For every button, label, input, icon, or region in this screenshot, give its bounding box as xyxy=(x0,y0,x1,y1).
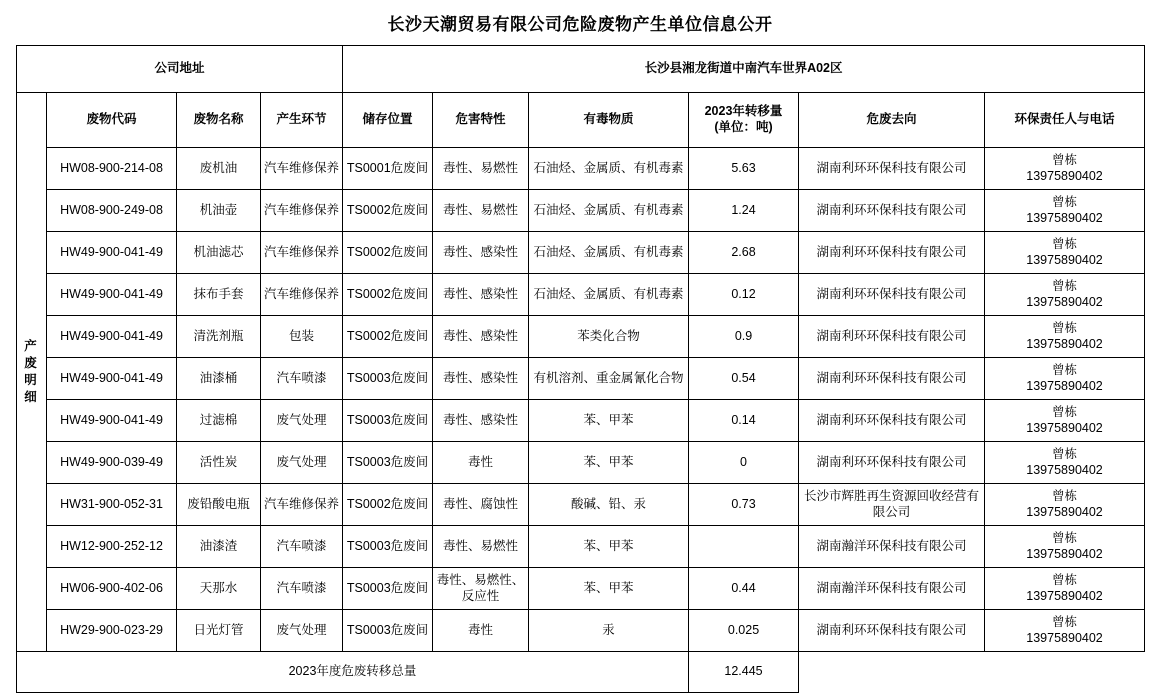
column-header-amount xyxy=(689,93,799,148)
cell-code: HW08-900-214-08 xyxy=(47,148,177,190)
cell-amount: 0 xyxy=(689,442,799,484)
cell-destination: 湖南利环环保科技有限公司 xyxy=(799,316,985,358)
total-value: 12.445 xyxy=(689,652,799,693)
cell-location: TS0003危废间 xyxy=(343,400,433,442)
cell-code: HW49-900-041-49 xyxy=(47,274,177,316)
cell-responsible-person: 曾栋 xyxy=(1052,446,1078,461)
page-title: 长沙天潮贸易有限公司危险废物产生单位信息公开 xyxy=(387,15,773,34)
cell-hazard: 毒性、感染性 xyxy=(433,316,529,358)
cell-responsible-phone: 13975890402 xyxy=(1026,504,1103,519)
cell-amount: 5.63 xyxy=(689,148,799,190)
table-row xyxy=(17,442,1145,484)
cell-stage: 汽车喷漆 xyxy=(261,358,343,400)
cell-destination: 湖南瀚洋环保科技有限公司 xyxy=(799,526,985,568)
cell-destination: 湖南瀚洋环保科技有限公司 xyxy=(799,568,985,610)
cell-toxic: 酸碱、铅、汞 xyxy=(529,484,689,526)
column-header-toxic: 有毒物质 xyxy=(529,93,689,148)
table-row xyxy=(17,148,1145,190)
cell-name: 天那水 xyxy=(177,568,261,610)
cell-location: TS0003危废间 xyxy=(343,568,433,610)
cell-location: TS0002危废间 xyxy=(343,484,433,526)
cell-stage: 废气处理 xyxy=(261,442,343,484)
waste-disclosure-table xyxy=(16,45,1145,693)
cell-stage: 汽车维修保养 xyxy=(261,274,343,316)
cell-destination: 湖南利环环保科技有限公司 xyxy=(799,190,985,232)
cell-location: TS0003危废间 xyxy=(343,442,433,484)
cell-name: 机油壶 xyxy=(177,190,261,232)
column-header-name: 废物名称 xyxy=(177,93,261,148)
section-label-produced-waste: 产 废 明 细 xyxy=(17,93,47,652)
cell-code: HW08-900-249-08 xyxy=(47,190,177,232)
cell-code: HW31-900-052-31 xyxy=(47,484,177,526)
cell-name: 活性炭 xyxy=(177,442,261,484)
cell-name: 清洗剂瓶 xyxy=(177,316,261,358)
cell-hazard: 毒性、腐蚀性 xyxy=(433,484,529,526)
cell-amount: 0.54 xyxy=(689,358,799,400)
cell-hazard: 毒性、感染性 xyxy=(433,232,529,274)
cell-toxic: 汞 xyxy=(529,610,689,652)
cell-toxic: 苯、甲苯 xyxy=(529,526,689,568)
cell-location: TS0003危废间 xyxy=(343,358,433,400)
column-header-destination: 危废去向 xyxy=(799,93,985,148)
address-value: 长沙县湘龙街道中南汽车世界A02区 xyxy=(343,46,1145,93)
cell-responsible-person: 曾栋 xyxy=(1052,572,1078,587)
cell-code: HW49-900-041-49 xyxy=(47,232,177,274)
cell-amount: 0.44 xyxy=(689,568,799,610)
cell-destination: 湖南利环环保科技有限公司 xyxy=(799,232,985,274)
cell-stage: 汽车维修保养 xyxy=(261,190,343,232)
cell-hazard: 毒性、感染性 xyxy=(433,274,529,316)
cell-hazard: 毒性、易燃性 xyxy=(433,526,529,568)
column-header-amount-line1: 2023年转移量 xyxy=(704,104,783,119)
cell-amount: 0.14 xyxy=(689,400,799,442)
cell-responsible-person: 曾栋 xyxy=(1052,362,1078,377)
cell-destination: 湖南利环环保科技有限公司 xyxy=(799,274,985,316)
cell-hazard: 毒性、易燃性、反应性 xyxy=(433,568,529,610)
cell-name: 抹布手套 xyxy=(177,274,261,316)
cell-name: 废机油 xyxy=(177,148,261,190)
cell-responsible xyxy=(985,190,1145,232)
cell-code: HW49-900-041-49 xyxy=(47,316,177,358)
cell-responsible xyxy=(985,568,1145,610)
cell-code: HW49-900-041-49 xyxy=(47,400,177,442)
cell-code: HW29-900-023-29 xyxy=(47,610,177,652)
cell-responsible xyxy=(985,610,1145,652)
cell-hazard: 毒性 xyxy=(433,442,529,484)
cell-code: HW49-900-039-49 xyxy=(47,442,177,484)
cell-responsible-person: 曾栋 xyxy=(1052,236,1078,251)
column-header-responsible: 环保责任人与电话 xyxy=(985,93,1145,148)
table-row xyxy=(17,232,1145,274)
cell-responsible-phone: 13975890402 xyxy=(1026,378,1103,393)
cell-stage: 汽车喷漆 xyxy=(261,568,343,610)
cell-name: 废铅酸电瓶 xyxy=(177,484,261,526)
cell-toxic: 苯、甲苯 xyxy=(529,400,689,442)
cell-responsible xyxy=(985,442,1145,484)
cell-responsible xyxy=(985,232,1145,274)
cell-toxic: 石油烃、金属质、有机毒素 xyxy=(529,232,689,274)
cell-toxic: 苯、甲苯 xyxy=(529,568,689,610)
cell-code: HW12-900-252-12 xyxy=(47,526,177,568)
column-header-amount-line2: (单位：吨) xyxy=(714,120,773,134)
cell-stage: 包装 xyxy=(261,316,343,358)
cell-name: 油漆桶 xyxy=(177,358,261,400)
cell-toxic: 苯、甲苯 xyxy=(529,442,689,484)
cell-stage: 汽车维修保养 xyxy=(261,484,343,526)
cell-location: TS0002危废间 xyxy=(343,316,433,358)
table-row xyxy=(17,190,1145,232)
table-header-row xyxy=(17,93,1145,148)
cell-code: HW06-900-402-06 xyxy=(47,568,177,610)
column-header-stage: 产生环节 xyxy=(261,93,343,148)
cell-hazard: 毒性、易燃性 xyxy=(433,190,529,232)
cell-name: 日光灯管 xyxy=(177,610,261,652)
cell-responsible-phone: 13975890402 xyxy=(1026,168,1103,183)
cell-location: TS0001危废间 xyxy=(343,148,433,190)
cell-amount: 0.9 xyxy=(689,316,799,358)
cell-responsible xyxy=(985,526,1145,568)
cell-responsible-phone: 13975890402 xyxy=(1026,462,1103,477)
cell-responsible-person: 曾栋 xyxy=(1052,530,1078,545)
cell-toxic: 有机溶剂、重金属氰化合物 xyxy=(529,358,689,400)
table-row xyxy=(17,526,1145,568)
cell-location: TS0003危废间 xyxy=(343,610,433,652)
cell-responsible-phone: 13975890402 xyxy=(1026,252,1103,267)
cell-name: 过滤棉 xyxy=(177,400,261,442)
column-header-hazard: 危害特性 xyxy=(433,93,529,148)
cell-responsible-phone: 13975890402 xyxy=(1026,210,1103,225)
cell-location: TS0002危废间 xyxy=(343,232,433,274)
cell-responsible-phone: 13975890402 xyxy=(1026,294,1103,309)
cell-responsible-person: 曾栋 xyxy=(1052,488,1078,503)
cell-responsible xyxy=(985,274,1145,316)
cell-hazard: 毒性、易燃性 xyxy=(433,148,529,190)
cell-toxic: 苯类化合物 xyxy=(529,316,689,358)
total-label: 2023年度危废转移总量 xyxy=(17,652,689,693)
cell-toxic: 石油烃、金属质、有机毒素 xyxy=(529,274,689,316)
cell-destination: 湖南利环环保科技有限公司 xyxy=(799,400,985,442)
cell-destination: 湖南利环环保科技有限公司 xyxy=(799,148,985,190)
cell-responsible xyxy=(985,484,1145,526)
cell-location: TS0003危废间 xyxy=(343,526,433,568)
table-row xyxy=(17,610,1145,652)
cell-responsible-person: 曾栋 xyxy=(1052,320,1078,335)
cell-stage: 废气处理 xyxy=(261,610,343,652)
cell-responsible xyxy=(985,358,1145,400)
cell-destination: 湖南利环环保科技有限公司 xyxy=(799,610,985,652)
cell-amount: 1.24 xyxy=(689,190,799,232)
cell-responsible-phone: 13975890402 xyxy=(1026,588,1103,603)
cell-responsible-phone: 13975890402 xyxy=(1026,630,1103,645)
cell-stage: 汽车喷漆 xyxy=(261,526,343,568)
column-header-location: 储存位置 xyxy=(343,93,433,148)
table-row xyxy=(17,316,1145,358)
cell-hazard: 毒性 xyxy=(433,610,529,652)
cell-location: TS0002危废间 xyxy=(343,190,433,232)
table-row xyxy=(17,358,1145,400)
cell-destination: 湖南利环环保科技有限公司 xyxy=(799,358,985,400)
cell-stage: 废气处理 xyxy=(261,400,343,442)
address-row xyxy=(17,46,1145,93)
cell-name: 机油滤芯 xyxy=(177,232,261,274)
column-header-code: 废物代码 xyxy=(47,93,177,148)
address-label: 公司地址 xyxy=(17,46,343,93)
table-row xyxy=(17,568,1145,610)
cell-amount xyxy=(689,526,799,568)
cell-toxic: 石油烃、金属质、有机毒素 xyxy=(529,190,689,232)
cell-name: 油漆渣 xyxy=(177,526,261,568)
cell-code: HW49-900-041-49 xyxy=(47,358,177,400)
cell-responsible-phone: 13975890402 xyxy=(1026,336,1103,351)
cell-responsible-person: 曾栋 xyxy=(1052,404,1078,419)
cell-amount: 2.68 xyxy=(689,232,799,274)
cell-stage: 汽车维修保养 xyxy=(261,232,343,274)
cell-responsible-person: 曾栋 xyxy=(1052,152,1078,167)
cell-responsible xyxy=(985,148,1145,190)
cell-responsible-person: 曾栋 xyxy=(1052,614,1078,629)
total-row xyxy=(17,652,1145,693)
cell-responsible-person: 曾栋 xyxy=(1052,194,1078,209)
cell-hazard: 毒性、感染性 xyxy=(433,400,529,442)
cell-responsible xyxy=(985,316,1145,358)
table-row xyxy=(17,274,1145,316)
table-row xyxy=(17,400,1145,442)
cell-responsible-person: 曾栋 xyxy=(1052,278,1078,293)
cell-amount: 0.73 xyxy=(689,484,799,526)
cell-stage: 汽车维修保养 xyxy=(261,148,343,190)
cell-toxic: 石油烃、金属质、有机毒素 xyxy=(529,148,689,190)
cell-amount: 0.025 xyxy=(689,610,799,652)
cell-destination: 长沙市辉胜再生资源回收经营有限公司 xyxy=(799,484,985,526)
cell-hazard: 毒性、感染性 xyxy=(433,358,529,400)
cell-destination: 湖南利环环保科技有限公司 xyxy=(799,442,985,484)
cell-amount: 0.12 xyxy=(689,274,799,316)
table-row xyxy=(17,484,1145,526)
cell-responsible-phone: 13975890402 xyxy=(1026,546,1103,561)
cell-responsible-phone: 13975890402 xyxy=(1026,420,1103,435)
cell-responsible xyxy=(985,400,1145,442)
cell-location: TS0002危废间 xyxy=(343,274,433,316)
